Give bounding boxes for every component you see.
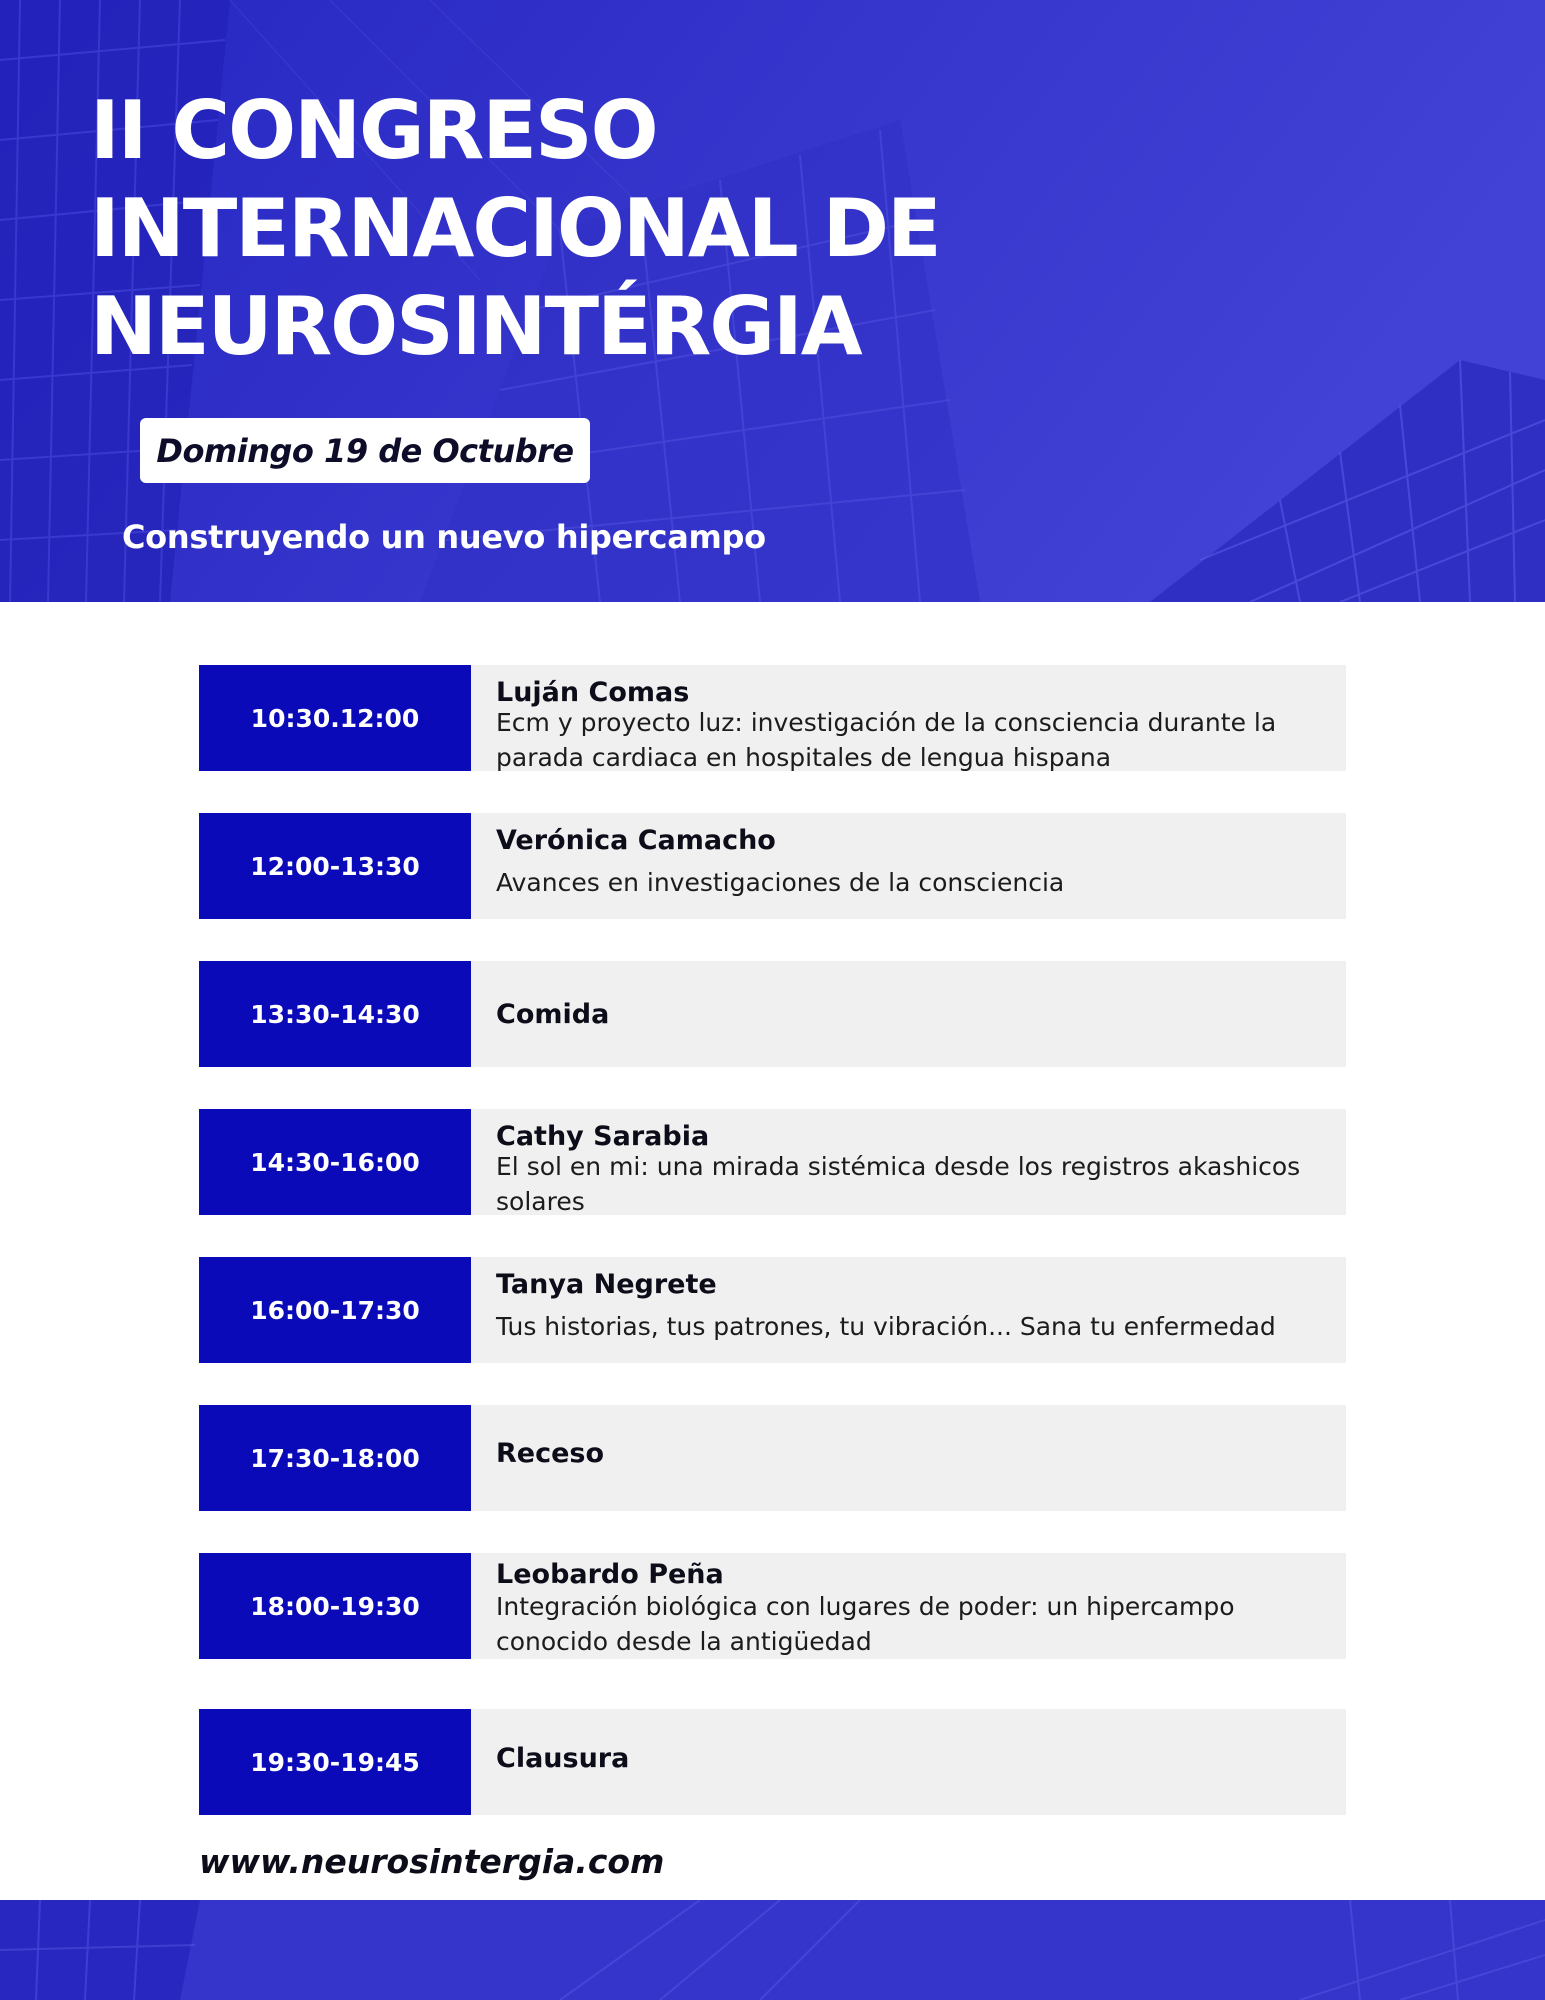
schedule-row (199, 1709, 1346, 1815)
time-slot: 14:30-16:00 (199, 1109, 471, 1215)
session-details (471, 1553, 1346, 1659)
schedule-row (199, 813, 1346, 919)
header-banner (0, 0, 1545, 602)
footer-background-graphic (0, 1900, 1545, 2000)
event-subtitle: Construyendo un nuevo hipercampo (122, 518, 766, 556)
schedule-row (199, 961, 1346, 1067)
time-slot: 13:30-14:30 (199, 961, 471, 1067)
break-label: Receso (496, 1437, 605, 1469)
time-slot: 10:30.12:00 (199, 665, 471, 771)
event-title-line-1: II CONGRESO (90, 84, 657, 177)
event-title-line-2: INTERNACIONAL DE (90, 182, 940, 275)
schedule-row (199, 665, 1346, 771)
time-slot: 12:00-13:30 (199, 813, 471, 919)
session-details (471, 1709, 1346, 1815)
session-details (471, 1257, 1346, 1363)
talk-title: Avances en investigaciones de la consciencia (496, 868, 1065, 897)
speaker-name: Cathy Sarabia (496, 1121, 710, 1152)
session-details (471, 665, 1346, 771)
time-slot: 17:30-18:00 (199, 1405, 471, 1511)
website-link[interactable]: www.neurosintergia.com (199, 1842, 665, 1881)
session-details (471, 813, 1346, 919)
talk-title: Ecm y proyecto luz: investigación de la consciencia durante la parada cardiaca en hospitales de lengua hispana (496, 708, 1277, 772)
session-details (471, 1405, 1346, 1511)
session-details (471, 1109, 1346, 1215)
talk-title: Tus historias, tus patrones, tu vibración... Sana tu enfermedad (496, 1312, 1276, 1341)
schedule-row (199, 1405, 1346, 1511)
schedule-row (199, 1553, 1346, 1659)
schedule-row (199, 1109, 1346, 1215)
event-title (90, 82, 940, 376)
footer-banner (0, 1900, 1545, 2000)
speaker-name: Verónica Camacho (496, 825, 776, 856)
time-slot: 19:30-19:45 (199, 1709, 471, 1815)
schedule-row (199, 1257, 1346, 1363)
event-title-line-3: NEUROSINTÉRGIA (90, 280, 861, 373)
talk-title: El sol en mi: una mirada sistémica desde los registros akashicos solares (496, 1152, 1301, 1216)
talk-title: Integración biológica con lugares de poder: un hipercampo conocido desde la antigüedad (496, 1592, 1235, 1656)
event-date-badge: Domingo 19 de Octubre (140, 418, 590, 483)
speaker-name: Leobardo Peña (496, 1559, 724, 1590)
time-slot: 18:00-19:30 (199, 1553, 471, 1659)
time-slot: 16:00-17:30 (199, 1257, 471, 1363)
break-label: Comida (496, 998, 610, 1030)
break-label: Clausura (496, 1742, 630, 1774)
speaker-name: Tanya Negrete (496, 1269, 717, 1300)
speaker-name: Luján Comas (496, 677, 690, 708)
session-details (471, 961, 1346, 1067)
